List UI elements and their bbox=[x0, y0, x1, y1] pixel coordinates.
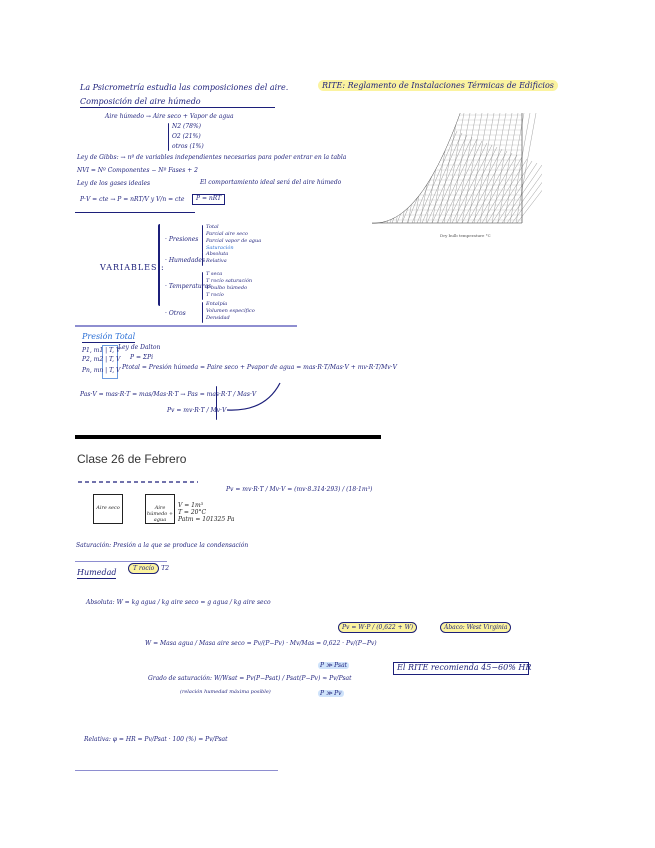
highlight-note: P ≫ Psat bbox=[320, 662, 348, 669]
variable-group: · Presiones bbox=[165, 236, 199, 243]
intro-text: La Psicrometría estudia las composiciones del aire. bbox=[80, 83, 289, 92]
psychrometric-chart bbox=[372, 105, 542, 245]
pas-formula: Pas·V = mas·R·T = mas/Mas·R·T → Pas = mas·R·T / Mas·V bbox=[80, 391, 257, 398]
dalton-law: Ley de Dalton bbox=[118, 344, 161, 351]
relativa-def: Relativa: φ = HR = Pv/Psat · 100 (%) = Pv/Psat bbox=[84, 736, 228, 743]
variable-item: T rocío bbox=[206, 292, 224, 298]
pv-equation: P·V = cte → P = nRT/V y V/n = cte bbox=[80, 196, 185, 203]
presion-row: P1, m1 | T, V bbox=[82, 347, 121, 354]
variable-item: Parcial aire seco bbox=[206, 231, 248, 237]
grado-saturacion: Grado de saturación: W/Wsat = Pv(P−Psat) / Psat(P−Pv) ≈ Pv/Psat bbox=[148, 675, 352, 682]
saturacion-def: Saturación: Presión a la que se produce la condensación bbox=[76, 542, 249, 549]
variable-item: Entalpía bbox=[206, 301, 228, 307]
variable-group: · Humedades bbox=[165, 257, 206, 264]
condition: V = 1m³ bbox=[178, 502, 204, 509]
grado-note: (relación humedad máxima posible) bbox=[180, 689, 271, 695]
t2-label: T2 bbox=[161, 565, 170, 572]
nvi-formula: NVI = Nº Componentes − Nº Fases + 2 bbox=[77, 167, 198, 174]
trocio-highlight: T rocío bbox=[128, 563, 159, 574]
section-divider bbox=[75, 435, 381, 439]
variable-item: T bulbo húmedo bbox=[206, 285, 248, 291]
variable-item: Saturación bbox=[206, 245, 234, 251]
w-box: Pv = W·P / (0,622 + W) bbox=[338, 622, 417, 633]
class-title: Clase 26 de Febrero bbox=[77, 452, 187, 466]
composition-equation: Aire húmedo → Aire seco + Vapor de agua bbox=[105, 113, 234, 120]
condition: Patm = 101325 Pa bbox=[178, 516, 235, 523]
ideal-behavior: El comportamiento ideal será del aire húmedo bbox=[200, 179, 342, 186]
variable-item: Volumen específico bbox=[206, 308, 255, 314]
presion-row: P2, m2 | T, V bbox=[82, 356, 121, 363]
sum-formula: P = ΣPi bbox=[130, 354, 154, 361]
gibbs-law: Ley de Gibbs: → nº de variables independientes necesarias para poder entrar en la tabla bbox=[77, 154, 347, 161]
pv-calc: Pv = mv·R·T / Mv·V = (mv·8.314·293) / (18·1m³) bbox=[226, 486, 373, 493]
rite-recommendation: El RITE recomienda 45−60% HR bbox=[393, 662, 529, 675]
section-heading: Composición del aire húmedo bbox=[80, 98, 275, 108]
variable-item: Absoluta bbox=[206, 251, 229, 257]
variable-group: · Temperaturas bbox=[165, 283, 212, 290]
component: N2 (78%) bbox=[172, 123, 201, 130]
variable-item: Relativa bbox=[206, 258, 227, 264]
variable-item: Total bbox=[206, 224, 219, 230]
ideal-gases: Ley de los gases ideales bbox=[77, 180, 151, 187]
pv-formula: Pv = mv·R·T / Mv·V bbox=[167, 407, 227, 414]
condition: T = 20°C bbox=[178, 509, 207, 516]
humedad-heading: Humedad bbox=[77, 568, 117, 577]
abaco-box: Ábaco: West Virginia bbox=[440, 622, 511, 633]
variable-item: Densidad bbox=[206, 315, 230, 321]
variable-item: T seca bbox=[206, 271, 223, 277]
variable-item: Parcial vapor de agua bbox=[206, 238, 262, 244]
box-aire-seco: Aire seco bbox=[96, 504, 120, 511]
variables-title: VARIABLES : bbox=[100, 263, 165, 272]
variable-group: · Otros bbox=[165, 310, 186, 317]
presion-title: Presión Total bbox=[82, 332, 136, 341]
box-aire-humedo: Aire húmedo + agua bbox=[146, 504, 174, 523]
rite-highlight: RITE: Reglamento de Instalaciones Térmicas de Edificios bbox=[318, 80, 558, 91]
ptotal-formula: Ptotal = Presión húmeda = Paire seco + Pvapor de agua = mas·R·T/Mas·V + mv·R·T/Mv·V bbox=[122, 364, 397, 371]
absoluta-def: Absoluta: W = kg agua / kg aire seco = g agua / kg aire seco bbox=[86, 599, 271, 606]
highlight-note: P ≫ Pv bbox=[320, 690, 342, 697]
variable-item: T rocío saturación bbox=[206, 278, 253, 284]
pv-box: P = nRT bbox=[192, 194, 225, 205]
w-equation: W = Masa agua / Masa aire seco = Pv/(P−Pv) · Mv/Mas = 0,622 · Pv/(P−Pv) bbox=[145, 640, 377, 647]
chart-caption: Dry bulb temperature °C bbox=[440, 233, 491, 238]
component: O2 (21%) bbox=[172, 133, 201, 140]
component: otros (1%) bbox=[172, 143, 204, 150]
presion-row: Pn, mn | T, V bbox=[82, 367, 121, 374]
